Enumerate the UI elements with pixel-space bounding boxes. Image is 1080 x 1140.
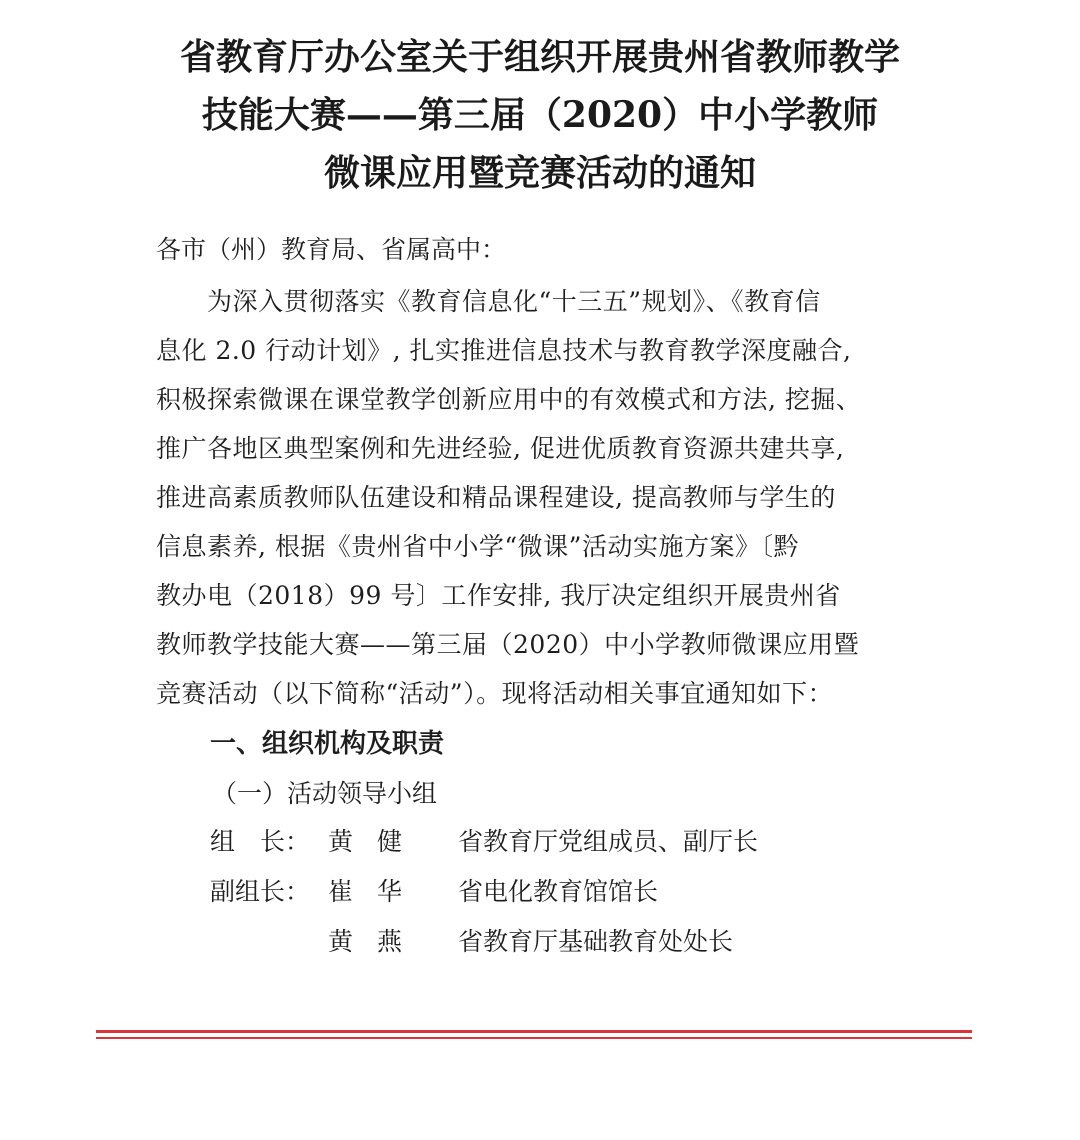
red-rule-top <box>96 1030 972 1033</box>
body-line: 教师教学技能大赛——第三届（2020）中小学教师微课应用暨 <box>156 630 860 659</box>
red-rule-bottom <box>96 1037 972 1039</box>
body-line: 信息素养, 根据《贵州省中小学“微课”活动实施方案》〔黔 <box>156 532 799 561</box>
title-line-2: 技能大赛——第三届（2020）中小学教师 <box>201 94 879 136</box>
document-title <box>0 28 1080 202</box>
member-row <box>0 922 1080 962</box>
member-name: 黄健 <box>328 827 427 856</box>
member-role: 组 长： <box>210 827 311 856</box>
title-line-1: 省教育厅办公室关于组织开展贵州省教师教学 <box>179 36 900 78</box>
body-line: 为深入贯彻落实《教育信息化“十三五”规划》、《教育信 <box>156 287 821 316</box>
member-title: 省教育厅基础教育处处长 <box>458 927 734 956</box>
body-line: 息化 2.0 行动计划》, 扎实推进信息技术与教育教学深度融合, <box>156 336 852 365</box>
member-role: 副组长： <box>210 877 311 906</box>
member-name: 崔华 <box>328 877 427 906</box>
body-line: 推进高素质教师队伍建设和精品课程建设, 提高教师与学生的 <box>156 483 836 512</box>
member-title: 省电化教育馆馆长 <box>458 877 659 906</box>
body-line: 积极探索微课在课堂教学创新应用中的有效模式和方法, 挖掘、 <box>156 385 862 414</box>
member-name: 黄燕 <box>328 927 427 956</box>
member-row <box>0 822 1080 862</box>
body-line: 教办电（2018）99 号〕工作安排, 我厅决定组织开展贵州省 <box>156 581 841 610</box>
section-heading: 一、组织机构及职责 <box>210 729 445 759</box>
addressee: 各市（州）教育局、省属高中： <box>156 235 507 264</box>
body-line: 推广各地区典型案例和先进经验, 促进优质教育资源共建共享, <box>156 434 845 463</box>
title-line-3: 微课应用暨竞赛活动的通知 <box>323 152 756 194</box>
member-title: 省教育厅党组成员、副厅长 <box>458 827 759 856</box>
subsection-heading: （一）活动领导小组 <box>212 779 438 808</box>
body-line: 竞赛活动（以下简称“活动”）。现将活动相关事宜通知如下： <box>156 679 834 708</box>
member-row <box>0 872 1080 912</box>
